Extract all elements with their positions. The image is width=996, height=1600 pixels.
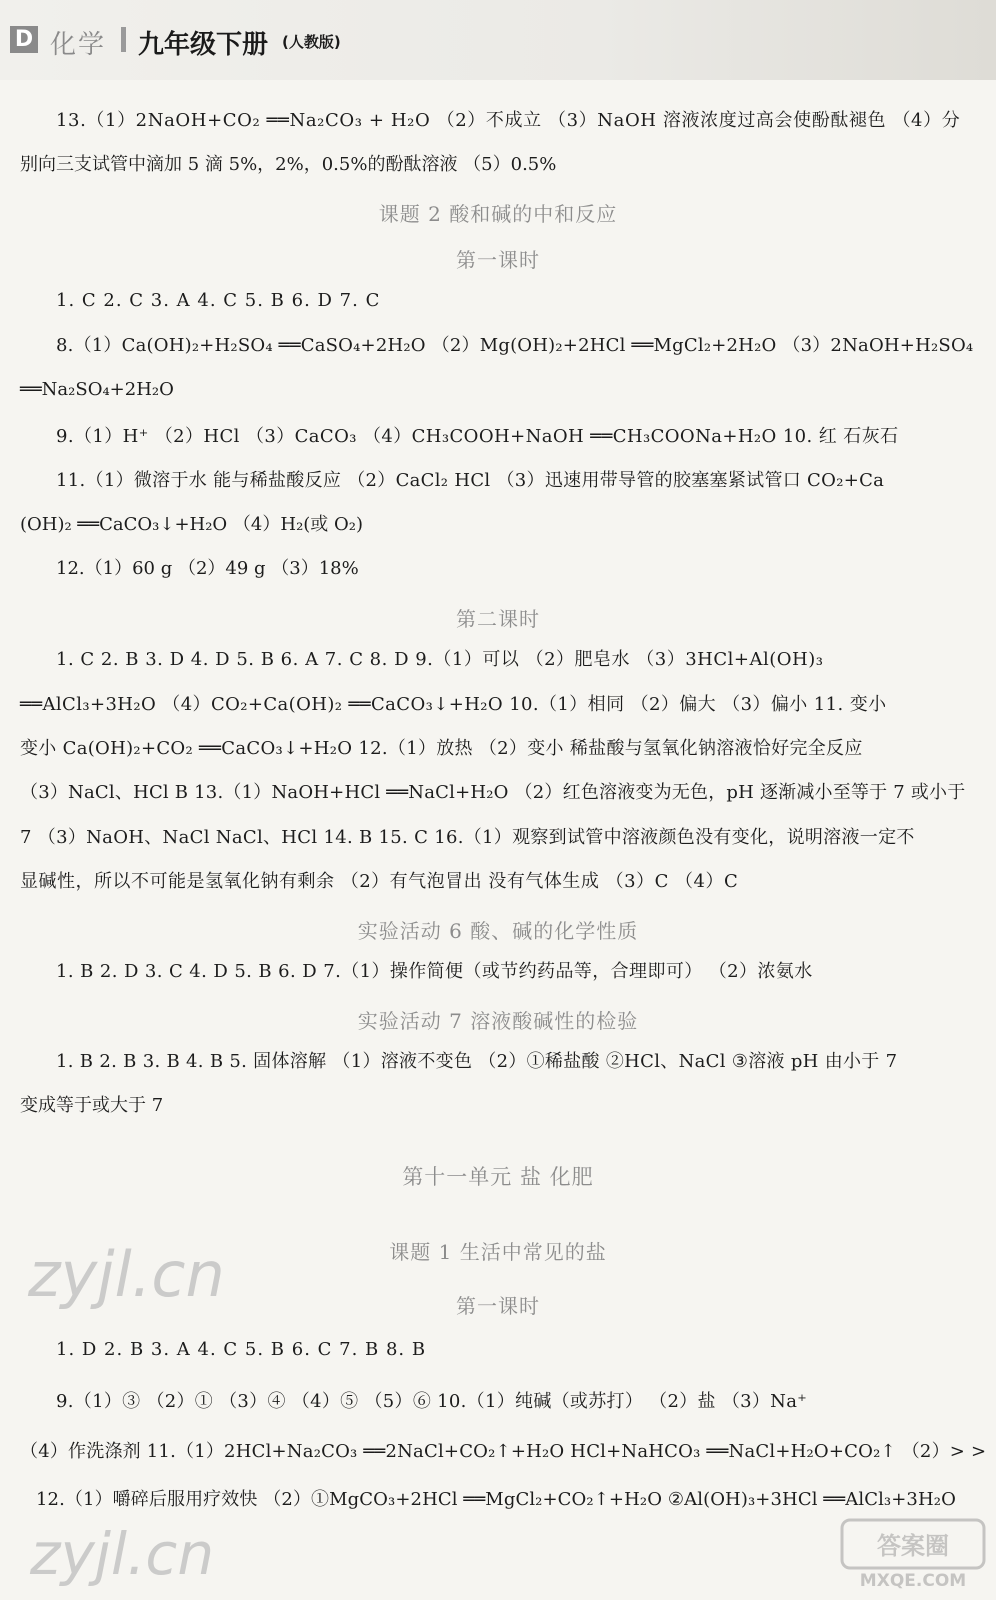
watermark-text: zyjl.cn (28, 1238, 225, 1311)
answer-line: 12.（1）60 g （2）49 g （3）18% (56, 558, 359, 579)
watermark-logo-icon (838, 1514, 988, 1594)
watermark-logo-text: MXQE.COM (859, 1571, 967, 1591)
answer-line: 7 （3）NaOH、NaCl NaCl、HCl 14. B 15. C 16.（1）观察到试管中溶液颜色没有变化，说明溶液一定不 (20, 827, 915, 848)
section-heading: 实验活动 6 酸、碱的化学性质 (357, 919, 639, 943)
unit-heading: 第十一单元 盐 化肥 (402, 1165, 594, 1189)
section-heading: 第二课时 (456, 607, 540, 631)
answer-line: 9.（1）H⁺ （2）HCl （3）CaCO₃ （4）CH₃COOH+NaOH ══CH₃COONa+H₂O 10. 红 石灰石 (56, 426, 899, 447)
answer-line: 1. B 2. D 3. C 4. D 5. B 6. D 7.（1）操作简便（或节约药品等，合理即可） （2）浓氨水 (56, 961, 813, 982)
section-heading: 实验活动 7 溶液酸碱性的检验 (357, 1009, 639, 1033)
grade-title: 九年级下册 (138, 30, 269, 60)
answer-line: 1. D 2. B 3. A 4. C 5. B 6. C 7. B 8. B (56, 1339, 427, 1360)
svg-text:答案圈: 答案圈 (877, 1532, 949, 1560)
section-heading: 第一课时 (456, 1294, 540, 1318)
answer-line: 11.（1）微溶于水 能与稀盐酸反应 （2）CaCl₂ HCl （3）迅速用带导管的胶塞塞紧试管口 CO₂+Ca (56, 470, 885, 491)
answer-line: 变成等于或大于 7 (20, 1095, 164, 1116)
header-divider (121, 27, 126, 52)
section-heading: 第一课时 (456, 248, 540, 272)
answer-line: 1. C 2. B 3. D 4. D 5. B 6. A 7. C 8. D 9.（1）可以 （2）肥皂水 （3）3HCl+Al(OH)₃ (56, 649, 824, 670)
answer-line: 显碱性，所以不可能是氢氧化钠有剩余 （2）有气泡冒出 没有气体生成 （3）C （4）C (20, 871, 739, 892)
section-heading: 课题 2 酸和碱的中和反应 (378, 202, 618, 226)
watermark-text: zyjl.cn (30, 1520, 215, 1588)
page-header (0, 0, 996, 80)
section-heading: 课题 1 生活中常见的盐 (389, 1240, 607, 1264)
answer-line: （3）NaCl、HCl B 13.（1）NaOH+HCl ══NaCl+H₂O （2）红色溶液变为无色，pH 逐渐减小至等于 7 或小于 (20, 782, 966, 803)
section-badge: D (10, 26, 38, 53)
answer-line: ══AlCl₃+3H₂O （4）CO₂+Ca(OH)₂ ══CaCO₃↓+H₂O 10.（1）相同 （2）偏大 （3）偏小 11. 变小 (20, 694, 887, 715)
subject-label: 化学 (50, 30, 107, 60)
answer-line: ══Na₂SO₄+2H₂O (20, 379, 174, 400)
answer-line: 1. C 2. C 3. A 4. C 5. B 6. D 7. C (56, 290, 381, 311)
answer-line: 9.（1）③ （2）① （3）④ （4）⑤ （5）⑥ 10.（1）纯碱（或苏打） （2）盐 （3）Na⁺ (56, 1391, 808, 1412)
answer-line: 8.（1）Ca(OH)₂+H₂SO₄ ══CaSO₄+2H₂O （2）Mg(OH)₂+2HCl ══MgCl₂+2H₂O （3）2NaOH+H₂SO₄ (56, 335, 974, 356)
answer-line: 1. B 2. B 3. B 4. B 5. 固体溶解 （1）溶液不变色 （2）①稀盐酸 ②HCl、NaCl ③溶液 pH 由小于 7 (56, 1051, 898, 1072)
answer-line: （4）作洗涤剂 11.（1）2HCl+Na₂CO₃ ══2NaCl+CO₂↑+H₂O HCl+NaHCO₃ ══NaCl+H₂O+CO₂↑ （2）> > (20, 1441, 987, 1462)
answer-line: 12.（1）嚼碎后服用疗效快 （2）①MgCO₃+2HCl ══MgCl₂+CO₂↑+H₂O ②Al(OH)₃+3HCl ══AlCl₃+3H₂O (36, 1489, 956, 1510)
answer-line: 变小 Ca(OH)₂+CO₂ ══CaCO₃↓+H₂O 12.（1）放热 （2）变小 稀盐酸与氢氧化钠溶液恰好完全反应 (20, 738, 863, 759)
answer-line: (OH)₂ ══CaCO₃↓+H₂O （4）H₂(或 O₂) (20, 514, 364, 535)
edition-label: (人教版) (282, 33, 341, 51)
answer-line: 13.（1）2NaOH+CO₂ ══Na₂CO₃ + H₂O （2）不成立 （3）NaOH 溶液浓度过高会使酚酞褪色 （4）分 (56, 110, 961, 131)
answer-line: 别向三支试管中滴加 5 滴 5%，2%，0.5%的酚酞溶液 （5）0.5% (20, 154, 557, 175)
